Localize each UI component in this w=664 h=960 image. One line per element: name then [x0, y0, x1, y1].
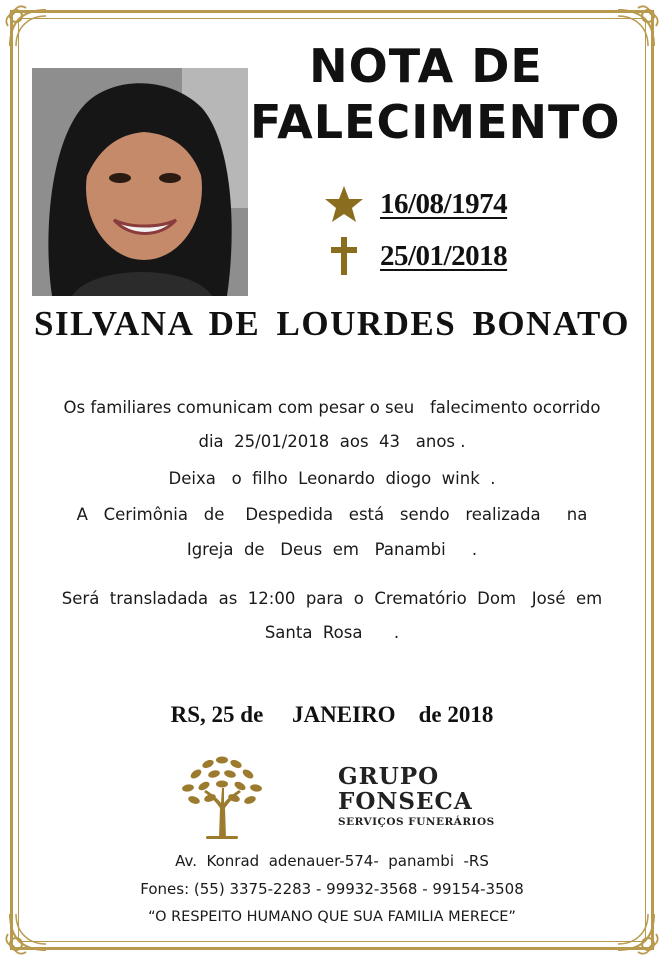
title-line-2: FALECIMENTO — [250, 95, 621, 149]
page-title — [250, 38, 621, 150]
message-line: Santa Rosa . — [264, 623, 400, 642]
company-address: Av. Konrad adenauer-574- panambi -RS — [175, 852, 489, 870]
deceased-name: SILVANA DE LOURDES BONATO — [34, 304, 630, 343]
company-name-line-1: GRUPO — [338, 763, 440, 790]
portrait-illustration — [32, 68, 248, 296]
birth-date: 16/08/1974 — [380, 187, 508, 220]
tree-logo-icon — [176, 748, 268, 840]
company-slogan: “O RESPEITO HUMANO QUE SUA FAMILIA MERECE” — [148, 909, 516, 925]
corner-ornament-icon — [2, 2, 54, 54]
message-line: Os familiares comunicam com pesar o seu falecimento ocorrido — [63, 398, 601, 417]
corner-ornament-icon — [610, 2, 662, 54]
company-phones: Fones: (55) 3375-2283 - 99932-3568 - 99154-3508 — [140, 880, 524, 898]
birth-date-row — [322, 184, 507, 224]
message-line: Deixa o filho Leonardo diogo wink . — [168, 469, 496, 488]
place-date: RS, 25 de JANEIRO de 2018 — [170, 702, 494, 727]
cross-icon — [322, 236, 366, 276]
company-name — [338, 764, 473, 814]
message-line: A Cerimônia de Despedida está sendo realizada na — [76, 505, 588, 524]
portrait-photo — [32, 68, 248, 296]
message-line: dia 25/01/2018 aos 43 anos . — [198, 432, 466, 451]
star-icon — [322, 184, 366, 224]
death-date: 25/01/2018 — [380, 239, 508, 272]
message-line: Igreja de Deus em Panambi . — [186, 540, 478, 559]
message-line: Será transladada as 12:00 para o Crematório Dom José em — [61, 589, 603, 608]
death-date-row — [322, 236, 507, 276]
title-line-1: NOTA DE — [309, 39, 543, 93]
company-subtitle: SERVIÇOS FUNERÁRIOS — [338, 816, 495, 828]
company-name-line-2: FONSECA — [338, 788, 473, 815]
